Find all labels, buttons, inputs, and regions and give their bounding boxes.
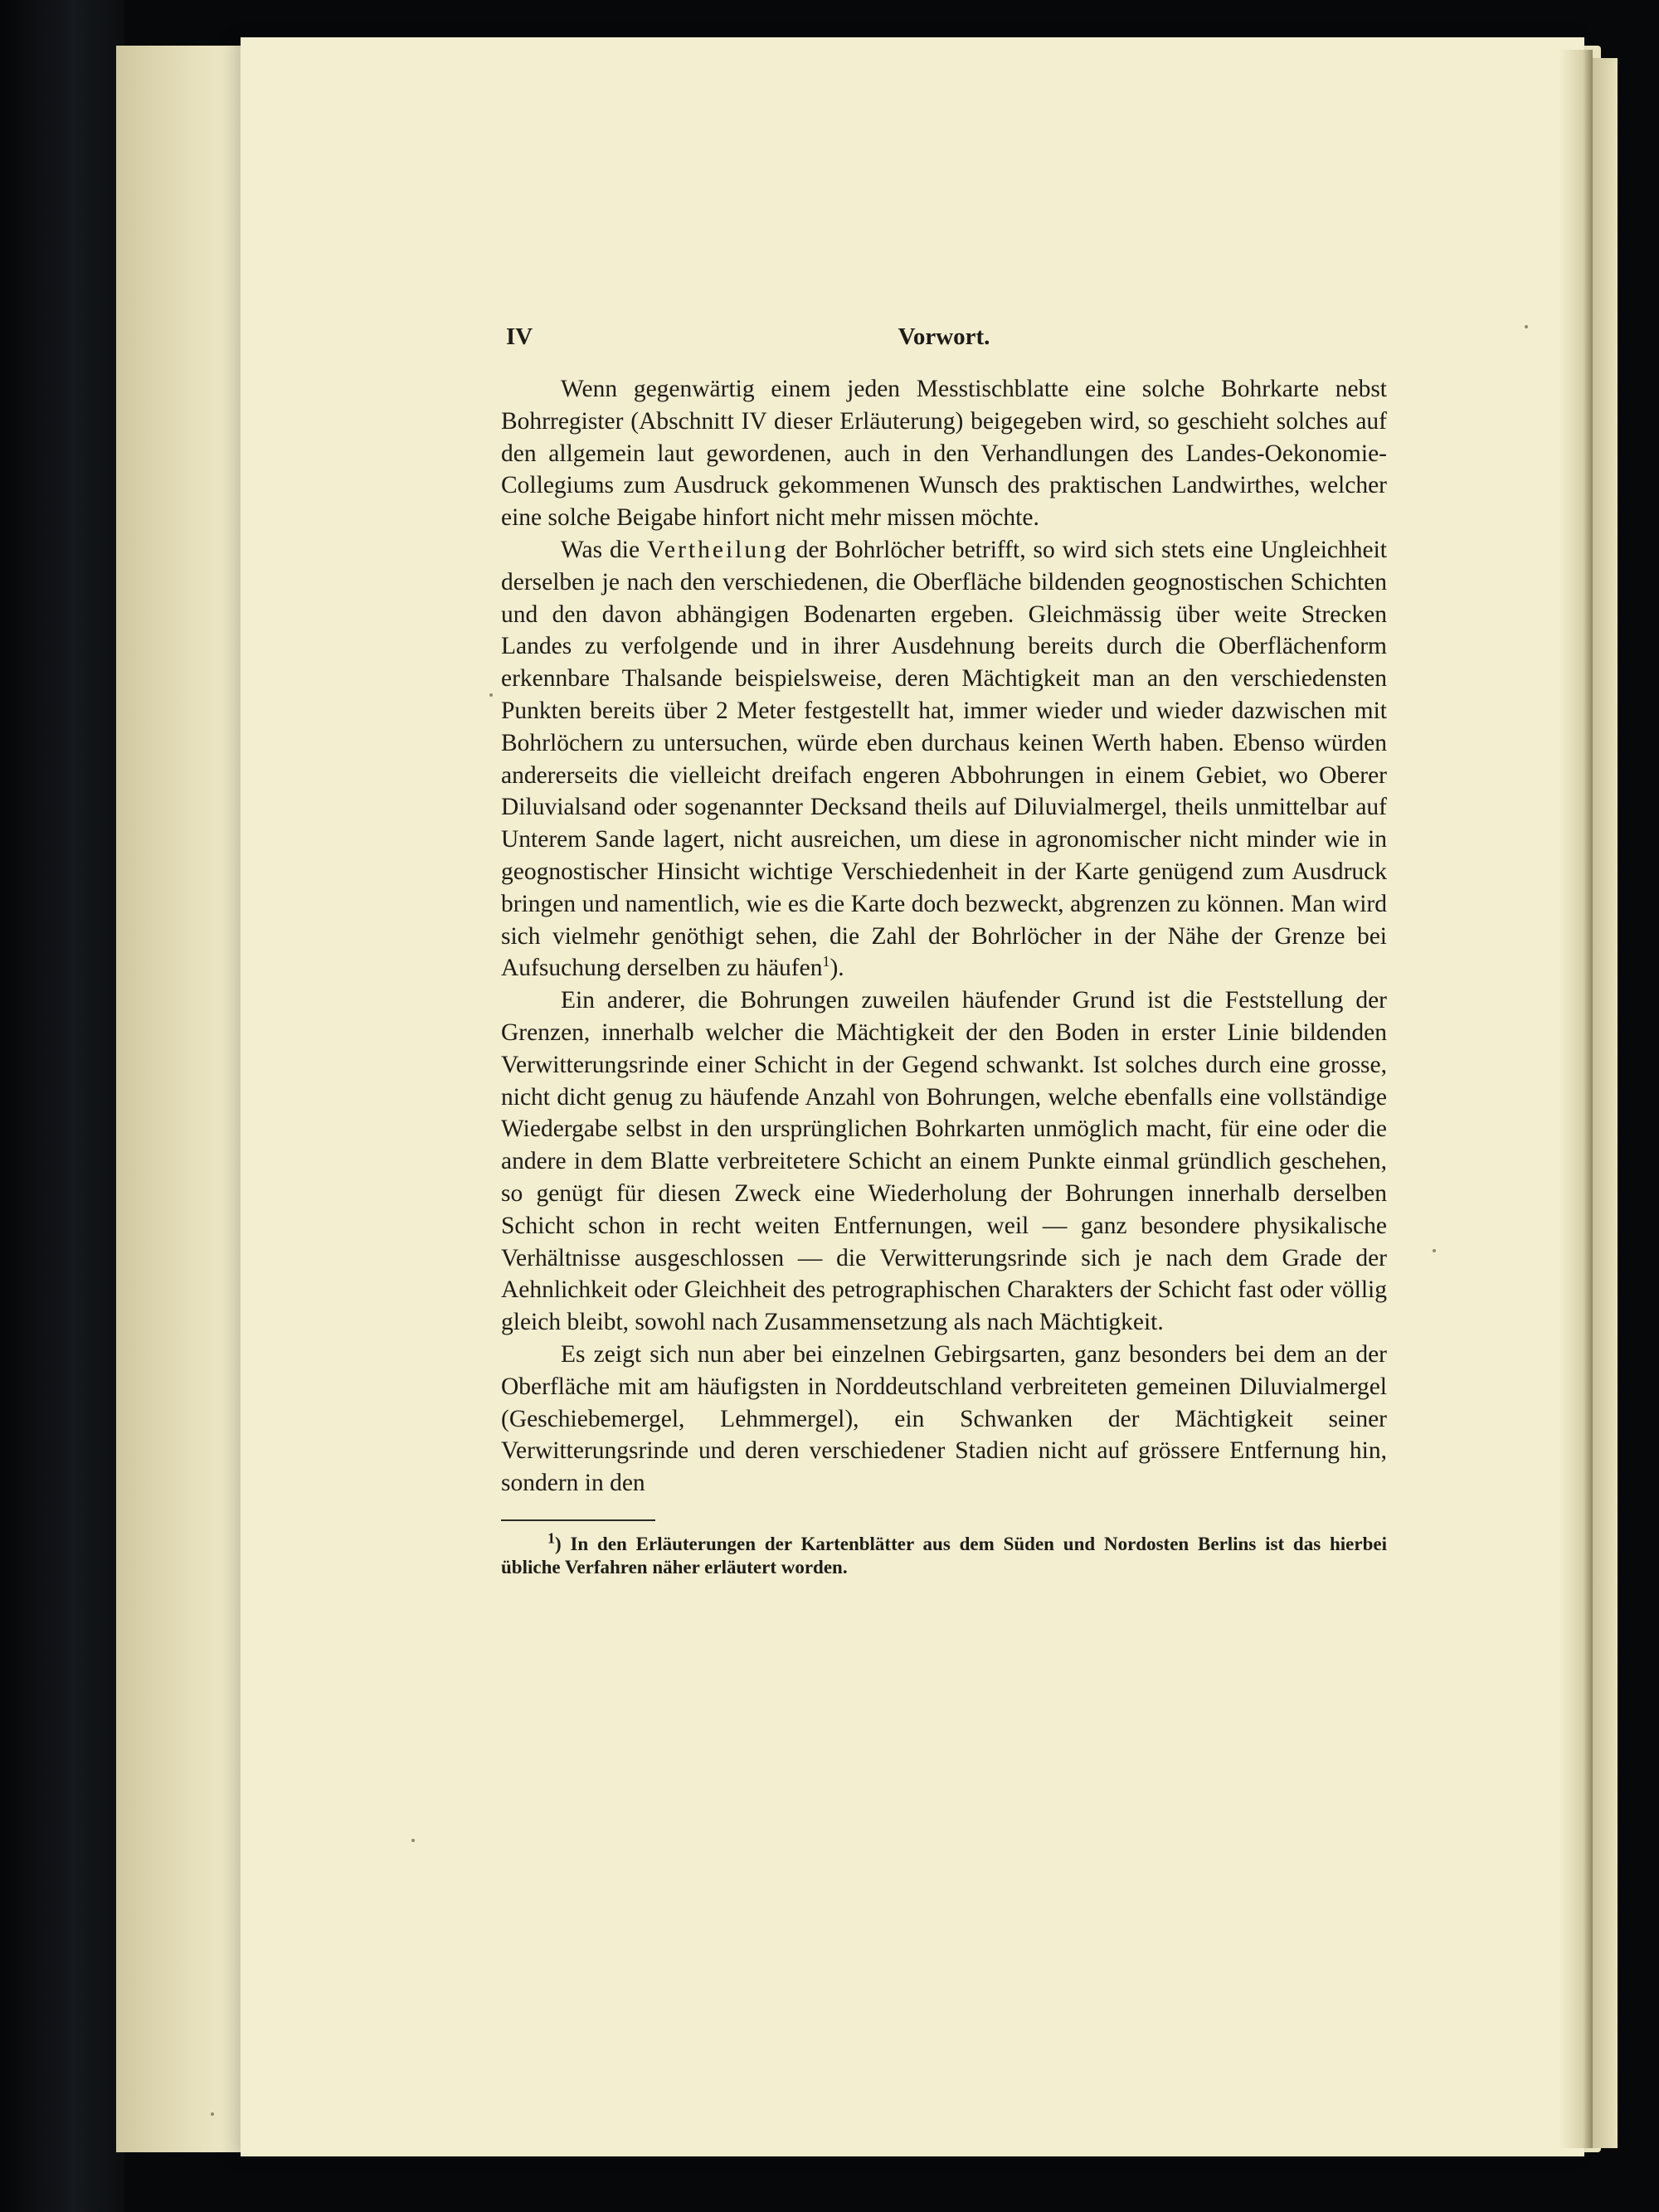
paragraph-text: Was die — [561, 536, 647, 563]
footnote — [501, 1529, 1387, 1579]
running-head — [501, 323, 1387, 357]
page-number: IV — [506, 323, 533, 350]
paper-fleck — [411, 1839, 415, 1842]
footnote-marker: 1 — [547, 1529, 555, 1547]
footnote-reference: 1 — [822, 953, 830, 970]
paper-fleck — [489, 693, 493, 697]
footnote-text: ) In den Erläuterungen der Kartenblätter aus dem Süden und Nordosten Berlins ist das hierbei übliche Verfahren näher erläutert worden. — [501, 1533, 1387, 1578]
paragraph-text: der Bohrlöcher betrifft, so wird sich stets eine Ungleichheit derselben je nach den verschiedenen, die Oberfläche bildenden geognostischen Schichten und den davon abhängigen Bodenarten ergeben. Gleichmässig über weite Strecken Landes zu verfolgende und in ihrer Ausdehnung bereits durch die Oberflächenform erkennbare Thalsande beispielsweise, deren Mächtigkeit man an den verschiedensten Punkten bereits über 2 Meter festgestellt hat, immer wieder und wieder dazwischen mit Bohrlöchern zu untersuchen, würde eben durchaus keinen Werth haben. Ebenso würden andererseits die vielleicht dreifach engeren Abbohrungen in einem Gebiet, wo Oberer Diluvialsand oder sogenannter Decksand theils auf Diluvialmergel, theils unmittelbar auf Unterem Sande lagert, nicht ausreichen, um diese in agronomischer nicht minder wie in geognostischer Hinsicht wichtige Verschiedenheit in der Karte genügend zum Ausdruck bringen und namentlich, wie es die Karte doch bezweckt, abgrenzen zu können. Man wird sich vielmehr genöthigt sehen, die Zahl der Bohrlöcher in der Nähe der Grenze bei Aufsuchung derselben zu häufen — [501, 536, 1387, 982]
paper-fleck — [1525, 325, 1528, 328]
paragraph-text: ). — [830, 955, 844, 982]
page-right-strip — [1593, 58, 1618, 2148]
paragraph-text: Ein anderer, die Bohrungen zuweilen häufender Grund ist die Feststellung der Grenzen, innerhalb welcher die Mächtigkeit der den Boden in erster Linie bildenden Verwitterungsrinde einer Schicht in der Gegend schwankt. Ist solches durch eine grosse, nicht dicht genug zu häufende Anzahl von Bohrungen, welche ebenfalls eine vollständige Wiedergabe selbst in den ursprünglichen Bohrkarten unmöglich macht, für eine oder die andere in dem Blatte verbreitetere Schicht an einem Punkte einmal gründlich geschehen, so genügt für diesen Zweck eine Wiederholung der Bohrungen innerhalb derselben Schicht schon in recht weiten Entfernungen, weil — ganz besondere physikalische Verhältnisse ausgeschlossen — die Verwitterungsrinde sich je nach dem Grade der Aehnlichkeit oder Gleichheit des petrographischen Charakters der Schicht fast oder völlig gleich bleibt, sowohl nach Zusammensetzung als nach Mächtigkeit. — [501, 987, 1387, 1336]
footnote-rule — [501, 1519, 655, 1521]
paragraph-text: Wenn gegenwärtig einem jeden Messtischblatte eine solche Bohrkarte nebst Bohrregister (Abschnitt IV dieser Erläuterung) beigegeben wird, so geschieht solches auf den allgemein laut gewordenen, auch in den Verhandlungen des Landes-Oekonomie-Collegiums zum Ausdruck gekommenen Wunsch des praktischen Landwirthes, welcher eine solche Beigabe hinfort nicht mehr missen möchte. — [501, 376, 1387, 532]
book-binding — [0, 0, 124, 2212]
emphasized-term: Vertheilung — [646, 536, 789, 563]
paragraph — [501, 984, 1387, 1339]
paper-fleck — [211, 2112, 214, 2116]
paper-fleck — [1433, 1249, 1436, 1252]
back-page-edge — [116, 46, 241, 2152]
text-block — [501, 323, 1387, 1579]
paragraph — [501, 373, 1387, 534]
page-edge-shadow — [1559, 50, 1593, 2148]
paragraph — [501, 534, 1387, 984]
paragraph — [501, 1339, 1387, 1500]
page-title: Vorwort. — [898, 323, 990, 350]
paragraph-text: Es zeigt sich nun aber bei einzelnen Gebirgsarten, ganz besonders bei dem an der Oberfläche mit am häufigsten in Norddeutschland verbreiteten gemeinen Diluvialmergel (Geschiebemergel, Lehmmergel), ein Schwanken der Mächtigkeit seiner Verwitterungsrinde und deren verschiedener Stadien nicht auf grössere Entfernung hin, sondern in den — [501, 1340, 1387, 1497]
